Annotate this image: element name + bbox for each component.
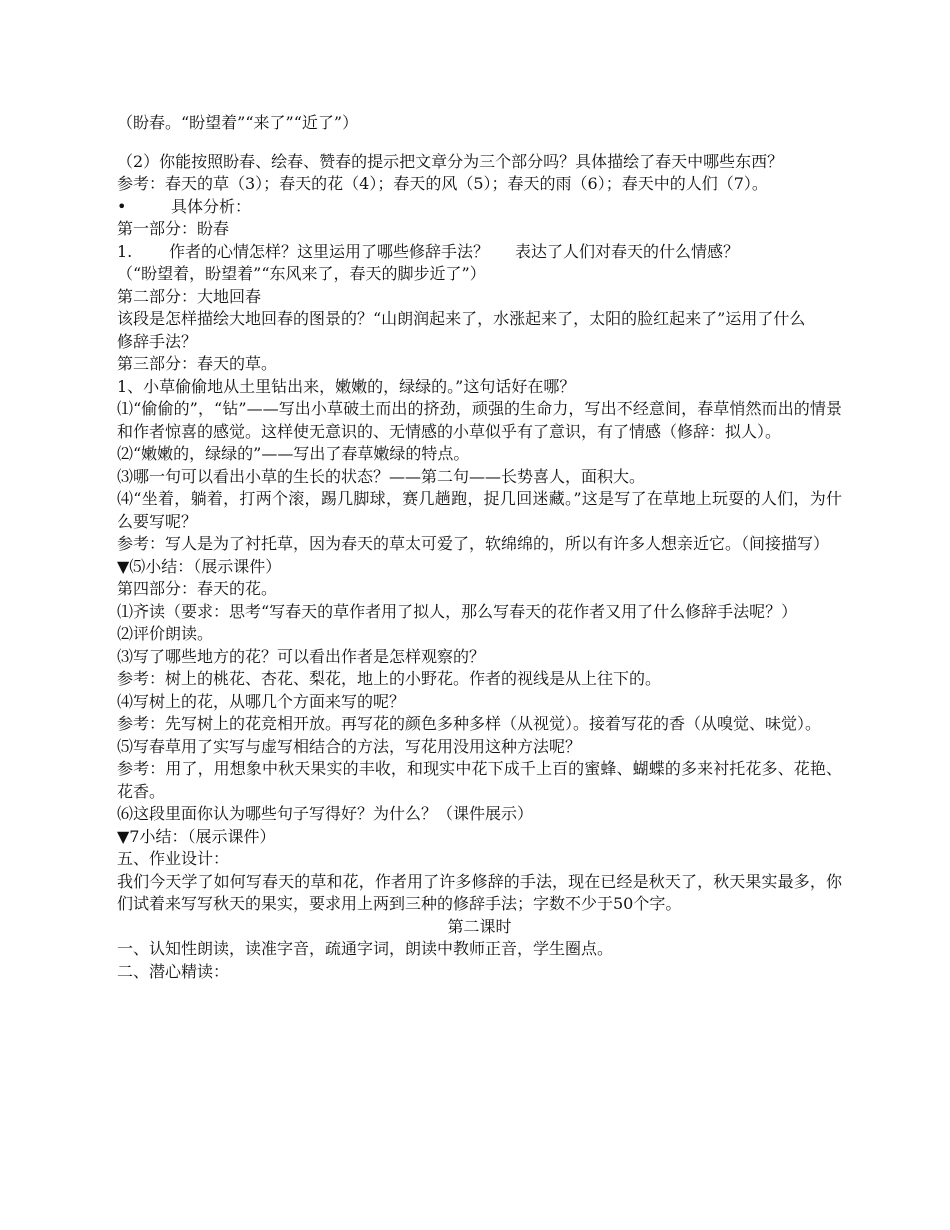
- bullet-text: 具体分析：: [171, 196, 252, 216]
- section-heading: 第二部分：大地回春: [117, 286, 262, 306]
- reference-line: 参考：树上的桃花、杏花、梨花，地上的小野花。作者的视线是从上往下的。: [117, 669, 662, 688]
- reference-paragraph: 参考：用了，用想象中秋天果实的丰收，和现实中花下成千上百的蜜蜂、蝴蝶的多来衬托花多、花艳、花香。: [117, 759, 842, 801]
- text-line: ⑵“嫩嫩的，绿绿的”——写出了春草嫩绿的特点。: [117, 444, 470, 463]
- bullet-icon: •: [117, 196, 127, 216]
- section-heading: 第四部分：春天的花。: [117, 579, 278, 598]
- text-line: 一、认知性朗读，读准字音，疏通字词，朗读中教师正音，学生圈点。: [117, 939, 614, 958]
- text-line: （盼春。“盼望着”“来了”“近了”）: [117, 113, 359, 132]
- reference-paragraph: 参考：写人是为了衬托草，因为春天的草太可爱了，软绵绵的，所以有许多人想亲近它。（间接描写）: [117, 534, 830, 553]
- text-line: ⑸写春草用了实写与虚写相结合的方法，写花用没用这种方法呢？: [117, 736, 582, 756]
- summary-line: ▼⑸小结：（展示课件）: [117, 556, 282, 576]
- text-line: 二、潜心精读：: [117, 961, 230, 981]
- section-heading: 第三部分：春天的草。: [117, 354, 278, 373]
- text-line: ⑶写了哪些地方的花？可以看出作者是怎样观察的？: [117, 646, 486, 666]
- section-heading: 五、作业设计：: [117, 849, 230, 868]
- section-heading: 第一部分：盼春: [117, 219, 230, 238]
- analysis-paragraph: ⑷“坐着，躺着，打两个滚，踢几脚球，赛几趟跑，捉几回迷藏。”这是写了在草地上玩耍的人们，为什么要写呢？: [117, 489, 842, 531]
- list-text: 作者的心情怎样？这里运用了哪些修辞手法？: [169, 241, 490, 261]
- question-paragraph: ⑴齐读（要求：思考“写春天的草作者用了拟人，那么写春天的花作者又用了什么修辞手法呢？）: [117, 601, 798, 621]
- list-number: 1.: [117, 241, 133, 261]
- lesson-title: 第二课时: [447, 916, 512, 936]
- text-line: ⑵评价朗读。: [117, 624, 214, 643]
- summary-line: ▼7小结：（展示课件）: [117, 826, 276, 846]
- blank-line: [117, 135, 842, 151]
- text-line: 1、小草偷偷地从土里钻出来，嫩嫩的，绿绿的。”这句话好在哪？: [117, 376, 576, 396]
- document-page: [117, 112, 842, 983]
- question-paragraph: （2）你能按照盼春、绘春、赞春的提示把文章分为三个部分吗？具体描绘了春天中哪些东西？: [117, 151, 784, 171]
- reference-paragraph: 参考：春天的草（3）；春天的花（4）；春天的风（5）；春天的雨（6）；春天中的人们（7）。: [117, 174, 768, 193]
- question-paragraph: 该段是怎样描绘大地回春的图景的？“山朗润起来了，水涨起来了，太阳的脸红起来了”运用了什么修辞手法？: [117, 309, 806, 351]
- bullet-item: [117, 196, 842, 219]
- text-line: （“盼望着，盼望着”“东风来了，春天的脚步近了”）: [117, 264, 486, 283]
- text-line: ⑹这段里面你认为哪些句子写得好？为什么？（课件展示）: [117, 804, 534, 823]
- reference-paragraph: 参考：先写树上的花竞相开放。再写花的颜色多种多样（从视觉）。接着写花的香（从嗅觉、味觉）。: [117, 714, 822, 733]
- text-line: ⑷写树上的花，从哪几个方面来写的呢？: [117, 691, 406, 711]
- text-line: ⑶哪一句可以看出小草的生长的状态？——第二句——长势喜人，面积大。: [117, 466, 646, 486]
- numbered-item: [117, 241, 842, 264]
- analysis-paragraph: ⑴“偷偷的”，“钻”——写出小草破土而出的挤劲，顽强的生命力，写出不经意间，春草悄然而出的情景和作者惊喜的感觉。这样使无意识的、无情感的小草似乎有了意识，有了情感（修辞：拟人）。: [117, 399, 842, 441]
- homework-paragraph: 我们今天学了如何写春天的草和花，作者用了许多修辞的手法，现在已经是秋天了，秋天果实最多，你们试着来写写秋天的果实，要求用上两到三种的修辞手法；字数不少于50个字。: [117, 871, 842, 913]
- list-text-continued: 表达了人们对春天的什么情感？: [515, 241, 740, 261]
